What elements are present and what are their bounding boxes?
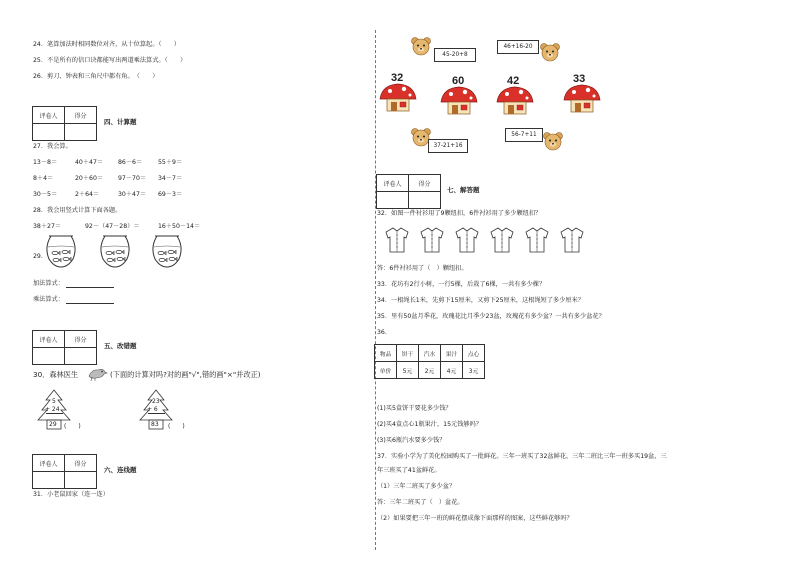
question-31: 31．小老鼠回家（连一连） bbox=[33, 491, 109, 498]
tree-result: 83 bbox=[151, 421, 159, 428]
question-30-lead: 30．森林医生 bbox=[33, 370, 79, 379]
shirt-icon bbox=[524, 226, 550, 254]
grader-box-5 bbox=[32, 330, 97, 365]
shirt-icon bbox=[384, 226, 410, 254]
grader-box-6 bbox=[32, 454, 97, 489]
shirt-icon bbox=[419, 226, 445, 254]
tree-addend-1: 23 bbox=[152, 398, 160, 405]
calc-item: 13－8＝ bbox=[33, 159, 58, 166]
table-cell: 汽水 bbox=[419, 345, 441, 362]
shirt-icon bbox=[489, 226, 515, 254]
question-29: 29. bbox=[33, 253, 43, 260]
expression-card[interactable]: 45-20+8 bbox=[434, 48, 476, 62]
expression-card[interactable]: 56-7+11 bbox=[505, 128, 543, 142]
section-6-title: 六、连线题 bbox=[104, 466, 137, 474]
vertical-calc-3: 16＋50－14＝ bbox=[158, 223, 201, 230]
grader-label: 评卷人 bbox=[33, 107, 65, 124]
question-35: 35．里有50盆月季花，玫瑰花比月季少23盆，玫瑰花有多少盆？一共有多少盆花？ bbox=[377, 313, 605, 320]
question-27: 27．我会算。 bbox=[33, 143, 72, 150]
bear-icon bbox=[539, 42, 561, 62]
question-25: 25．不是所有的信口诀都能写出两道乘法算式。（ ） bbox=[33, 57, 187, 64]
fish-bowl-icon bbox=[98, 233, 132, 269]
answer-blank[interactable] bbox=[66, 297, 114, 304]
question-30-instruction: (下面的计算对吗?对的画"√",错的画"×"并改正) bbox=[110, 370, 261, 379]
table-cell: 2元 bbox=[419, 362, 441, 379]
question-36-2: (2)买4盒点心1瓶果汁，15元钱够吗？ bbox=[377, 421, 482, 428]
question-33: 33．花坊有2行小树，一行5棵，后栽了6棵，一共有多少棵？ bbox=[377, 281, 546, 288]
grader-label: 评卷人 bbox=[33, 331, 65, 348]
table-cell: 饼干 bbox=[397, 345, 419, 362]
vertical-calc-2: 92－（47－28）＝ bbox=[85, 223, 140, 230]
question-36: 36. bbox=[377, 329, 387, 336]
tree-addend-2: + 24 bbox=[45, 406, 60, 413]
shirt-icon bbox=[454, 226, 480, 254]
grader-label: 评卷人 bbox=[33, 455, 65, 472]
tree-result: 29 bbox=[49, 421, 57, 428]
woodpecker-icon bbox=[86, 364, 108, 382]
column-divider bbox=[375, 30, 376, 550]
answer-blank[interactable] bbox=[66, 281, 114, 288]
table-cell: 5元 bbox=[397, 362, 419, 379]
question-37-1-answer: 答：三年二班买了（ ）盆花。 bbox=[377, 499, 464, 506]
mushroom-house-icon[interactable] bbox=[378, 83, 418, 113]
tree-2-answer-paren[interactable]: ( ) bbox=[168, 423, 185, 430]
grader-label: 评卷人 bbox=[377, 175, 409, 192]
table-cell: 3元 bbox=[463, 362, 485, 379]
question-36-1: (1)买5盒饼干要花多少钱？ bbox=[377, 405, 452, 412]
section-4-title: 四、计算题 bbox=[104, 118, 137, 126]
question-37-1: （1）三年二班买了多少盆？ bbox=[377, 483, 456, 490]
mushroom-house-icon[interactable] bbox=[439, 86, 479, 116]
multiplication-formula-line: 乘法算式： bbox=[33, 295, 114, 304]
calc-item: 97－70＝ bbox=[118, 175, 147, 182]
table-cell: 点心 bbox=[463, 345, 485, 362]
section-5-title: 五、改错题 bbox=[104, 342, 137, 350]
question-37-line1: 37．实验小学为了美化校园购买了一批鲜花。三年一班买了32盆鲜花，三年二班比三年一班多买19盆，三 bbox=[377, 453, 667, 460]
question-34: 34．一根绳长1米，先剪下15厘米，又剪下25厘米，这根绳短了多少厘米？ bbox=[377, 297, 584, 304]
bear-icon bbox=[410, 36, 432, 56]
tree-addend-2: + 6 bbox=[147, 406, 158, 413]
calc-item: 40＋47＝ bbox=[75, 159, 104, 166]
expression-card[interactable]: 46+16-20 bbox=[497, 40, 539, 54]
score-label: 得分 bbox=[65, 455, 97, 472]
question-28: 28．我会用竖式计算下面各题。 bbox=[33, 207, 122, 214]
table-cell: 4元 bbox=[441, 362, 463, 379]
question-37-line2: 年三班买了41盆鲜花。 bbox=[377, 467, 441, 474]
question-26: 26．剪刀、钟表和三角尺中都有角。 （ ） bbox=[33, 73, 159, 80]
shirt-icon bbox=[559, 226, 585, 254]
calc-item: 69－3＝ bbox=[158, 191, 183, 198]
mushroom-house-icon[interactable] bbox=[562, 84, 602, 114]
score-label: 得分 bbox=[409, 175, 441, 192]
grader-box-4 bbox=[32, 106, 97, 141]
section-7-title: 七、解答题 bbox=[447, 186, 480, 194]
calc-item: 55＋9＝ bbox=[158, 159, 183, 166]
calc-item: 20＋60＝ bbox=[75, 175, 104, 182]
price-table bbox=[374, 344, 485, 379]
bear-icon bbox=[542, 131, 564, 151]
question-32: 32．如图一件衬衫用了9颗纽扣，6件衬衫用了多少颗纽扣？ bbox=[377, 210, 542, 217]
table-cell: 果汁 bbox=[441, 345, 463, 362]
house-number: 33 bbox=[573, 73, 586, 85]
question-37-2: （2）如果要把三年一班的鲜花摆成像下面那样的图案，这些鲜花够吗？ bbox=[377, 515, 573, 522]
calc-item: 30＋47＝ bbox=[118, 191, 147, 198]
question-32-answer: 答：6件衬衫用了（ ）颗纽扣。 bbox=[377, 265, 468, 272]
question-36-3: (3)买6瓶汽水要多少钱？ bbox=[377, 437, 446, 444]
calc-item: 34－7＝ bbox=[158, 175, 183, 182]
mushroom-house-icon[interactable] bbox=[495, 86, 535, 116]
fish-bowl-icon bbox=[150, 233, 184, 269]
question-24: 24．笔算加法时相同数位对齐，从十位算起。（ ） bbox=[33, 41, 181, 48]
house-number: 32 bbox=[391, 72, 404, 84]
tree-1-answer-paren[interactable]: ( ) bbox=[64, 423, 81, 430]
calc-item: 8＋4＝ bbox=[33, 175, 54, 182]
tree-addend-1: 5 bbox=[52, 398, 56, 405]
calc-item: 86－6＝ bbox=[118, 159, 143, 166]
house-number: 42 bbox=[507, 75, 520, 87]
calc-item: 30－5＝ bbox=[33, 191, 58, 198]
fish-bowl-icon bbox=[44, 233, 78, 269]
score-label: 得分 bbox=[65, 331, 97, 348]
expression-card[interactable]: 37-21+16 bbox=[428, 139, 468, 153]
vertical-calc-1: 38＋27＝ bbox=[33, 223, 62, 230]
table-cell: 单价 bbox=[375, 362, 397, 379]
score-label: 得分 bbox=[65, 107, 97, 124]
table-cell: 物品 bbox=[375, 345, 397, 362]
calc-item: 2＋64＝ bbox=[75, 191, 100, 198]
house-number: 60 bbox=[452, 75, 465, 87]
addition-formula-line: 加法算式： bbox=[33, 279, 114, 288]
grader-box-7 bbox=[376, 174, 441, 209]
